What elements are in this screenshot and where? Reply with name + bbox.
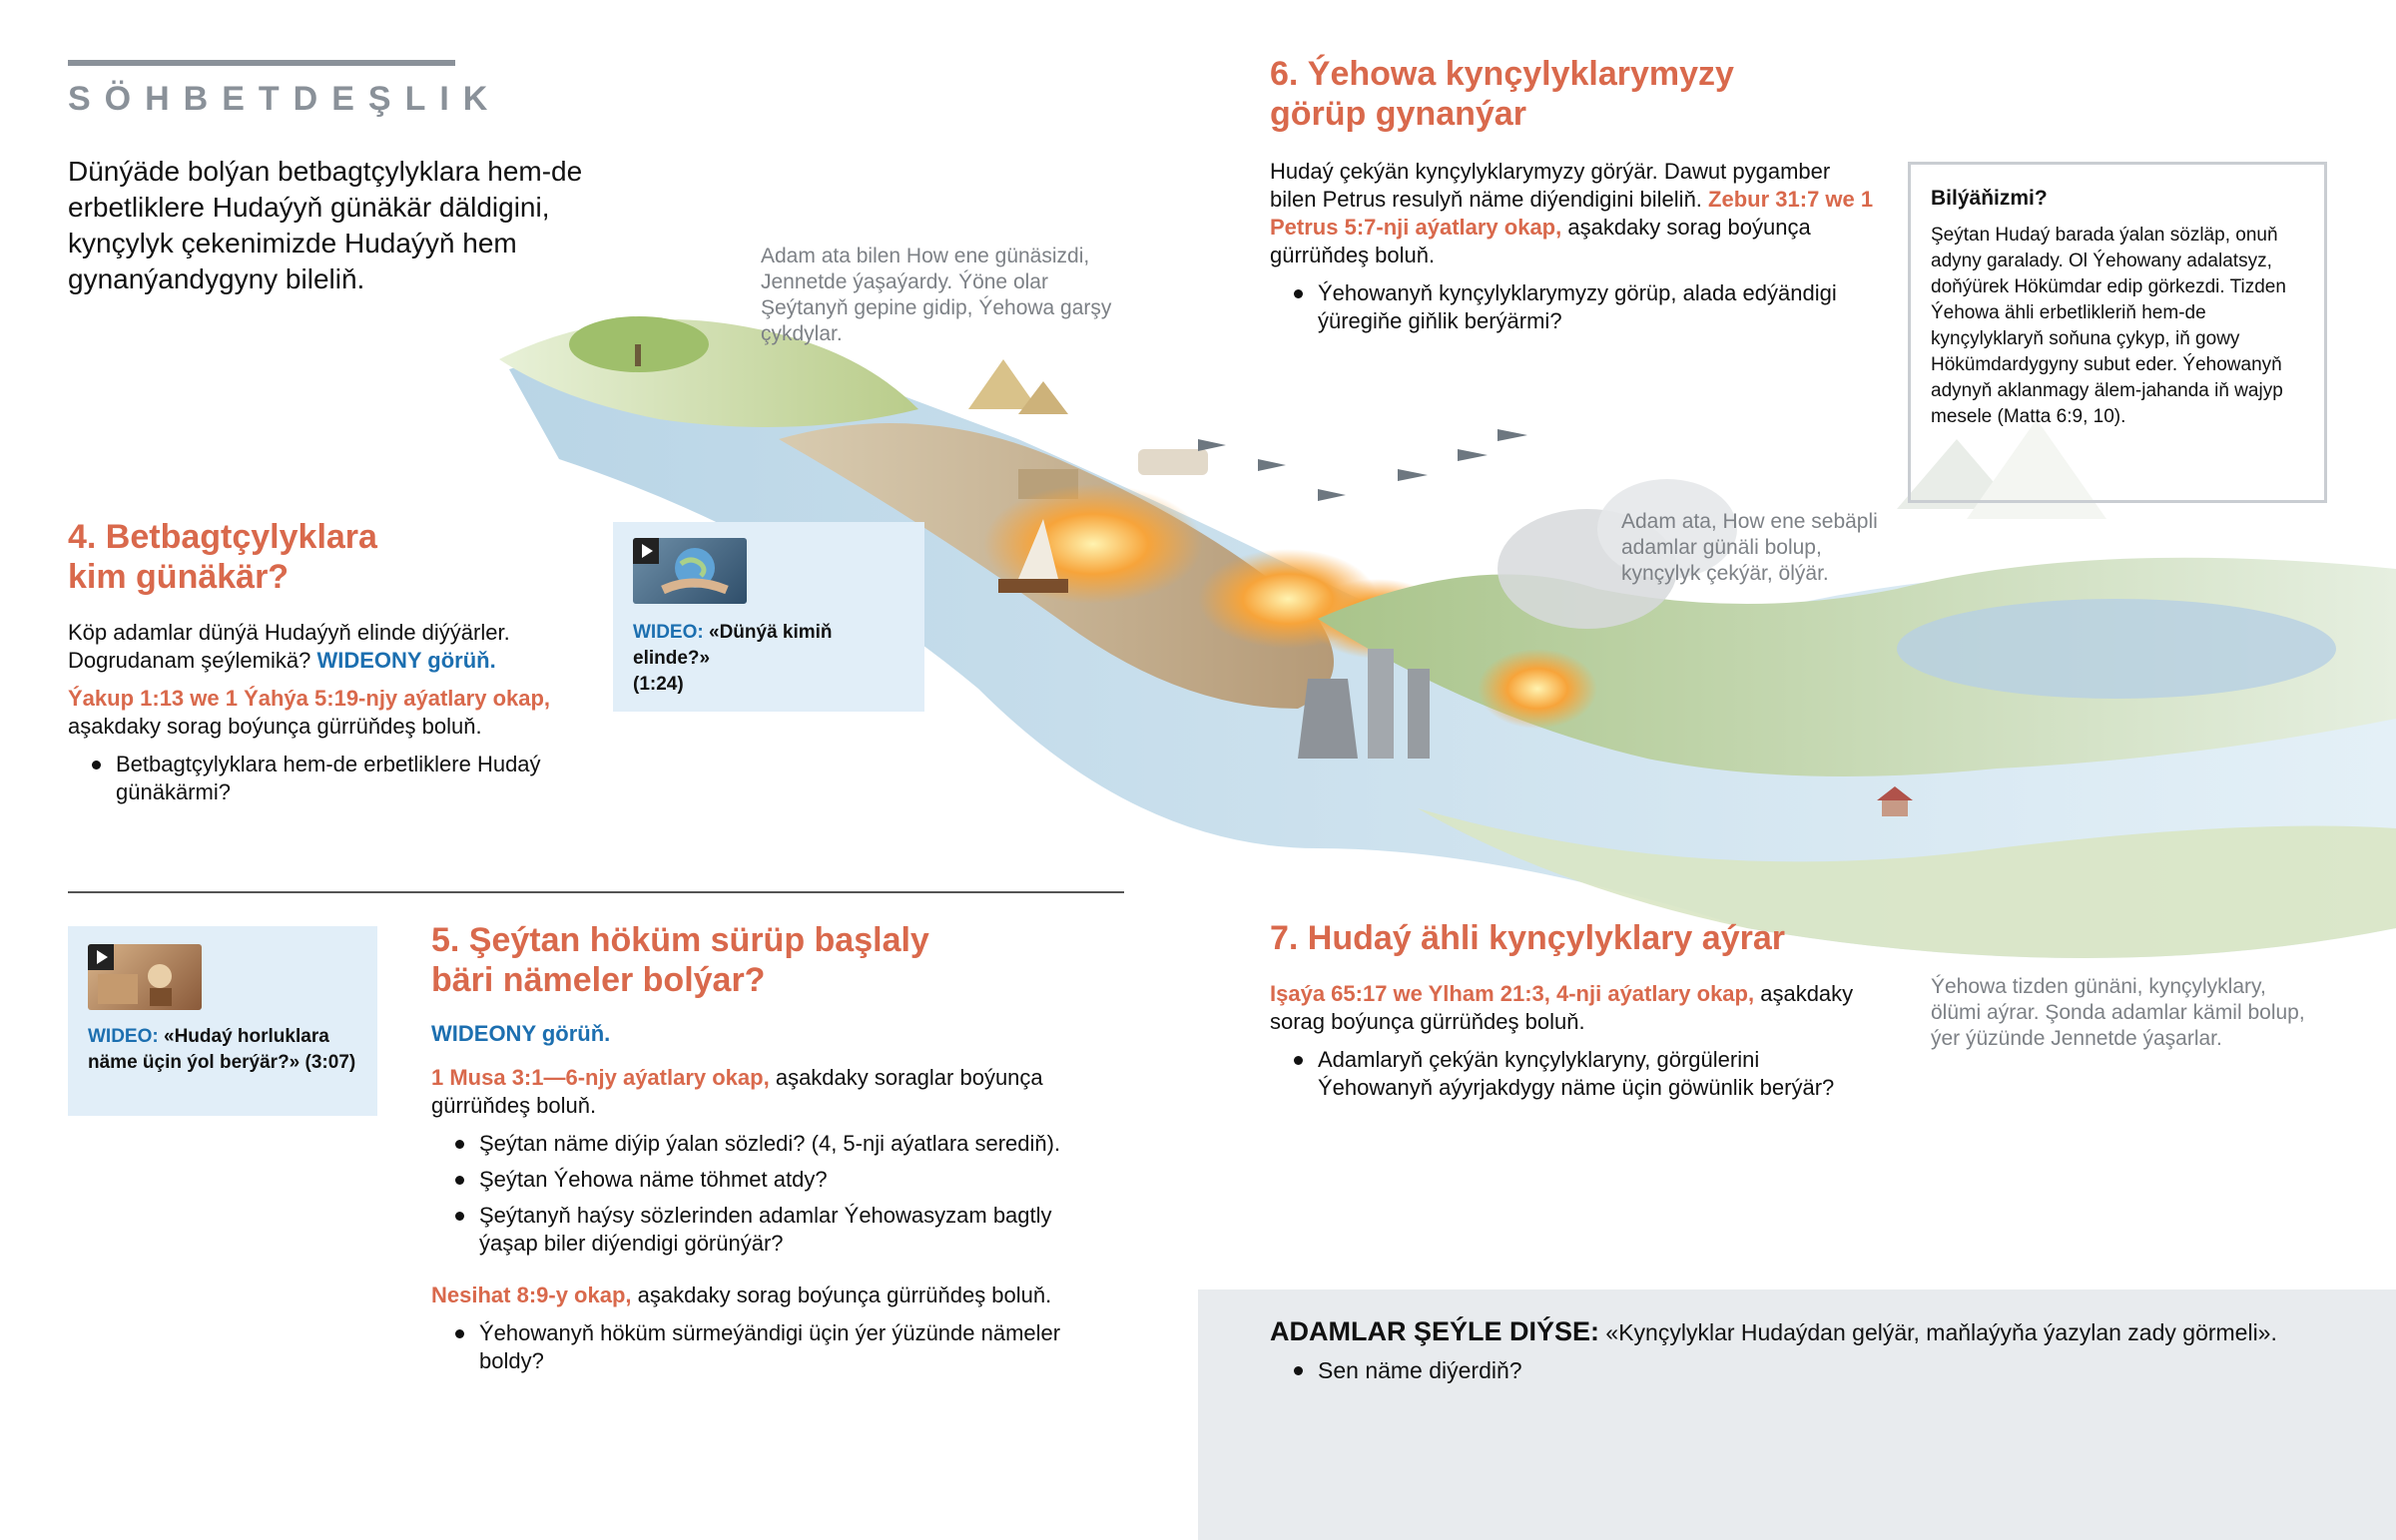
people-say-quote: «Kynçylyklar Hudaýdan gelýär, maňlaýyňa ýazylan zady görmeli». [1605, 1319, 2277, 1345]
section-7-body: Işaýa 65:17 we Ylham 21:3, 4-nji aýatlary okap, aşakdaky sorag boýunça gürrüňdeş boluň. Adamlaryň çekýän kynçylyklaryny, görgülerini Ýehowanyň aýyrjakdygy näme üçin göwünlik berýär? [1270, 980, 1879, 1102]
video-caption: WIDEO: «Dünýä kimiň elinde?» (1:24) [633, 622, 833, 695]
question-item: Adamlaryň çekýän kynçylyklaryny, görgülerini Ýehowanyň aýyrjakdygy näme üçin göwünlik berýär? [1318, 1046, 1879, 1102]
section-divider [68, 891, 1124, 893]
section-6-body: Hudaý çekýän kynçylyklarymyzy görýär. Dawut pygamber bilen Petrus resulyň näme diýendigini bileliň. Zebur 31:7 we 1 Petrus 5:7-nji aýatlary okap, aşakdaky sorag boýunça gürrüňdeş boluň. Ýehowanyň kynçylyklarymyzy görüp, alada edýändigi ýüregiňe giňlik berýärmi? [1270, 158, 1879, 335]
did-you-know-title: Bilýäňizmi? [1931, 187, 2048, 210]
scripture-ref[interactable]: Işaýa 65:17 we Ylham 21:3, 4-nji aýatlary okap, [1270, 981, 1755, 1006]
scripture-ref[interactable]: Nesihat 8:9-y okap, [431, 1283, 632, 1307]
scripture-ref[interactable]: Ýakup 1:13 we 1 Ýahýa 5:19-njy aýatlary okap, [68, 686, 551, 711]
did-you-know-body: Şeýtan Hudaý barada ýalan sözläp, onuň adyny garalady. Ol Ýehowany adalatsyz, doňýürek Hökümdar edip görkezdi. Tizden Ýehowa ähli erbetlikleriň hem-de kynçylyklaryň soňuna çykyp, iň gowy Hökümdardygyny subut eder. Ýehowanyň adynyň aklanmagy älem-jahanda iň wajyp mesele (Matta 6:9, 10). [1931, 225, 2286, 427]
question-item: Ýehowanyň kynçylyklarymyzy görüp, alada edýändigi ýüregiňe giňlik berýärmi? [1318, 279, 1879, 335]
section-5-body: WIDEONY görüň. 1 Musa 3:1—6-njy aýatlary okap, aşakdaky soraglar boýunça gürrüňdeş boluň. Şeýtan näme diýip ýalan sözledi? (4, 5-nji aýatlara serediň). Şeýtan Ýehowa näme töhmet atdy? Şeýtanyň haýsy sözlerinden adamlar Ýehowasyzam bagtly ýaşap biler diýendigi görünýär? Nesihat 8:9-y okap, aşakdaky sorag boýunça gürrüňdeş boluň. Ýehowanyň höküm sürmeýändigi üçin ýer ýüzünde nämeler boldy? [431, 1020, 1110, 1375]
video-caption: WIDEO: «Hudaý horluklara näme üçin ýol berýär?» (3:07) [88, 1026, 356, 1073]
question-item: Şeýtan Ýehowa näme töhmet atdy? [479, 1166, 1110, 1194]
video-thumbnail[interactable] [633, 538, 747, 604]
section-4-title: 4. Betbagtçylyklara kim günäkär? [68, 518, 377, 596]
people-say-box [1198, 1289, 2396, 1540]
section-6 [1270, 54, 1879, 343]
question-item: Betbagtçylyklara hem-de erbetliklere Hudaý günäkärmi? [116, 751, 587, 806]
caption-paradise: Ýehowa tizden günäni, kynçylyklary, ölümi aýrar. Şonda adamlar kämil bolup, ýer ýüzünde Jennetde ýaşarlar. [1931, 975, 2305, 1050]
watch-video-link[interactable]: WIDEONY görüň. [431, 1021, 611, 1046]
section-5-title: 5. Şeýtan höküm sürüp başlaly bäri nämeler bolýar? [431, 921, 929, 999]
video-card-world-control[interactable] [613, 522, 924, 712]
video-thumbnail[interactable] [88, 944, 202, 1010]
section-kicker: SÖHBETDEŞLIK [68, 80, 502, 118]
question-item: Şeýtan näme diýip ýalan sözledi? (4, 5-nji aýatlara serediň). [479, 1130, 1110, 1158]
question-item: Ýehowanyň höküm sürmeýändigi üçin ýer ýüzünde nämeler boldy? [479, 1319, 1110, 1375]
play-icon[interactable] [88, 944, 114, 970]
section-7 [1270, 918, 1879, 1110]
caption-suffering: Adam ata, How ene sebäpli adamlar günäli bolup, kynçylyk çekýär, ölýär. [1621, 510, 1878, 585]
scripture-ref[interactable]: 1 Musa 3:1—6-njy aýatlary okap, [431, 1065, 770, 1090]
watch-video-link[interactable]: WIDEONY görüň. [316, 648, 496, 673]
people-say-label: ADAMLAR ŞEÝLE DIÝSE: [1270, 1316, 1600, 1346]
section-5 [431, 920, 1110, 1383]
section-7-title: 7. Hudaý ähli kynçylyklary aýrar [1270, 919, 1785, 957]
question-item: Şeýtanyň haýsy sözlerinden adamlar Ýehowasyzam bagtly ýaşap biler diýendigi görünýär? [479, 1202, 1110, 1258]
header-rule [68, 60, 455, 66]
play-icon[interactable] [633, 538, 659, 564]
did-you-know-box [1908, 162, 2327, 503]
intro-text: Dünýäde bolýan betbagtçylyklara hem-de erbetliklere Hudaýyň günäkär däldigini, kynçylyk çekenimizde Hudaýyň hem gynanýandygyny bileliň. [68, 156, 583, 294]
section-4 [68, 517, 587, 814]
caption-adam-eve: Adam ata bilen How ene günäsizdi, Jennetde ýaşaýardy. Ýöne olar Şeýtanyň gepine gidip, Ýehowa garşy çykdylar. [761, 245, 1112, 345]
video-card-suffering[interactable] [68, 926, 377, 1116]
section-6-title: 6. Ýehowa kynçylyklarymyzy görüp gynanýar [1270, 55, 1734, 133]
section-4-body: Köp adamlar dünýä Hudaýyň elinde diýýärler. Dogrudanam şeýlemikä? WIDEONY görüň. Ýakup 1:13 we 1 Ýahýa 5:19-njy aýatlary okap, aşakdaky sorag boýunça gürrüňdeş boluň. Betbagtçylyklara hem-de erbetliklere Hudaý günäkärmi? [68, 619, 587, 806]
people-say-content [1270, 1317, 2368, 1392]
scripture-ref[interactable]: Zebur 31:7 we 1 Petrus 5:7-nji aýatlary okap, [1270, 187, 1874, 240]
question-item: Sen näme diýerdiň? [1318, 1356, 2368, 1384]
